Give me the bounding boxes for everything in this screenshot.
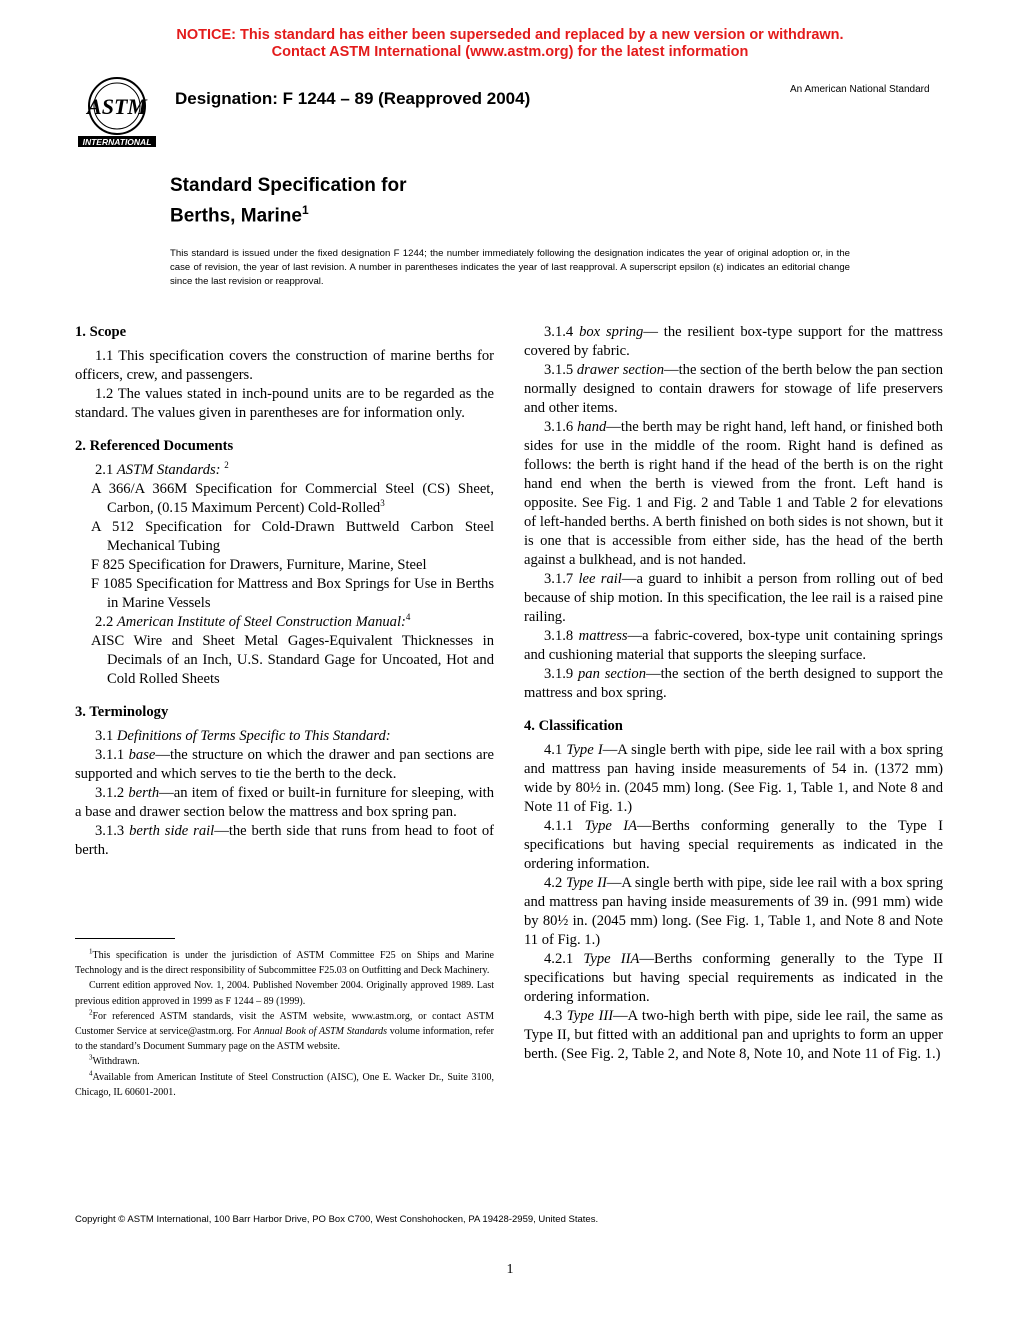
- title-footnote-ref: 1: [301, 203, 309, 217]
- definition-hand: 3.1.6 hand—the berth may be right hand, left hand, or finished both sides for use in the middle of the room. Right hand is defined as follows: the berth is right hand if the head of the berth is on the right hand end when the berth is viewed from the front. Left hand is opposite. See Fig. 1 and Fig. 2 and Table 1 and Table 2 for elevations of left-handed berths. A berth finished on both sides is not shown, but it is one that is accessible from either side, has the head of the berth against a bulkhead, and is not handed.: [524, 419, 943, 568]
- section-heading-referenced-documents: 2. Referenced Documents: [75, 438, 234, 454]
- footnote-1-edition: Current edition approved Nov. 1, 2004. Published November 2004. Originally approved 1989. Last previous edition approved in 1999 as F 1244 – 89 (1999).: [75, 980, 494, 1007]
- definition-lee-rail: 3.1.7 lee rail—a guard to inhibit a person from rolling out of bed because of ship motion. In this specification, the lee rail is a raised pine railing.: [524, 571, 944, 625]
- logo-text: ASTM: [87, 94, 147, 119]
- definition-drawer-section: 3.1.5 drawer section—the section of the berth below the pan section normally designed to contain drawers for stowage of life preservers and other items.: [524, 362, 943, 416]
- subsection-2-1: 2.1 ASTM Standards: $^2$: [95, 460, 229, 478]
- definition-base: 3.1.1 base—the structure on which the drawer and pan sections are supported and which serves to tie the berth to the deck.: [75, 747, 494, 782]
- classification-type-iia: 4.2.1 Type IIA—Berths conforming generally to the Type II specifications but having special requirements as indicated in the ordering information.: [524, 951, 943, 1005]
- footnote-3: $^3$Withdrawn.: [89, 1054, 140, 1068]
- designation: Designation: F 1244 – 89 (Reapproved 2004): [175, 89, 531, 108]
- astm-logo: [74, 76, 160, 150]
- notice-line1: NOTICE: This standard has either been superseded and replaced by a new version or withdrawn.: [176, 27, 844, 43]
- subsection-3-1: 3.1 Definitions of Terms Specific to This Standard:: [95, 728, 391, 744]
- reference-f825: F 825 Specification for Drawers, Furniture, Marine, Steel: [91, 557, 427, 573]
- right-column: [524, 323, 943, 1064]
- definition-box-spring: 3.1.4 box spring— the resilient box-type support for the mattress covered by fabric.: [524, 324, 943, 359]
- left-column: [75, 323, 494, 860]
- reference-a512: A 512 Specification for Cold-Drawn Buttweld Carbon Steel Mechanical Tubing: [91, 519, 494, 554]
- document-title: [170, 174, 406, 228]
- footnote-1: $^1$This specification is under the jurisdiction of ASTM Committee F25 on Ships and Marine Technology and is the direct responsibility of Subcommittee F25.03 on Outfitting and Deck Machinery.: [75, 947, 494, 977]
- classification-type-ii: 4.2 Type II—A single berth with pipe, side lee rail with a box spring and mattress pan having inside measurements of 39 in. (991 mm) wide by 80½ in. (2045 mm) long. (See Fig. 1, Table 1, and Note 8 and Note 11 of Fig. 1.): [524, 875, 944, 948]
- section-heading-terminology: 3. Terminology: [75, 704, 169, 720]
- notice-line2: Contact ASTM International (www.astm.org) for the latest information: [271, 44, 749, 60]
- copyright-notice: Copyright © ASTM International, 100 Barr Harbor Drive, PO Box C700, West Conshohocken, PA 19428-2959, United States.: [75, 1214, 599, 1225]
- logo-subtext: INTERNATIONAL: [82, 137, 152, 147]
- definition-pan-section: 3.1.9 pan section—the section of the berth designed to support the mattress and box spring.: [524, 666, 943, 701]
- classification-type-i: 4.1 Type I—A single berth with pipe, side lee rail with a box spring and mattress pan having inside measurements of 54 in. (1372 mm) wide by 80½ in. (2045 mm) long. (See Fig. 1, Table 1, and Note 8 and Note 11 of Fig. 1.): [524, 742, 944, 815]
- section-heading-scope: 1. Scope: [75, 324, 127, 340]
- national-standard-label: An American National Standard: [790, 84, 930, 95]
- astm-logo-icon: [74, 76, 160, 150]
- reference-a366: A 366/A 366M Specification for Commercial Steel (CS) Sheet, Carbon, (0.15 Maximum Percent) Cold-Rolled$^3$: [91, 481, 494, 516]
- reference-aisc: AISC Wire and Sheet Metal Gages-Equivalent Thicknesses in Decimals of an Inch, U.S. Standard Gage for Uncoated, Hot and Cold Rolled Sheets: [91, 633, 494, 687]
- issuance-note: This standard is issued under the fixed designation F 1244; the number immediately following the designation indicates the year of original adoption or, in the case of revision, the year of last revision. A number in parentheses indicates the year of last reapproval. A superscript epsilon (ε) indicates an editorial change since the last revision or reapproval.: [170, 248, 850, 287]
- reference-f1085: F 1085 Specification for Mattress and Box Springs for Use in Berths in Marine Vessels: [91, 576, 494, 611]
- paragraph-1-1: 1.1 This specification covers the construction of marine berths for officers, crew, and passengers.: [75, 348, 494, 383]
- section-heading-classification: 4. Classification: [524, 718, 623, 734]
- definition-berth-side-rail: 3.1.3 berth side rail—the berth side that runs from head to foot of berth.: [75, 823, 494, 858]
- classification-type-ia: 4.1.1 Type IA—Berths conforming generally to the Type I specifications but having special requirements as indicated in the ordering information.: [524, 818, 943, 872]
- classification-type-iii: 4.3 Type III—A two-high berth with pipe, side lee rail, the same as Type II, but fitted with an additional pan and uprights to form an upper berth. (See Fig. 2, Table 2, and Note 8, Note 10, and Note 11 of Fig. 1.): [524, 1008, 944, 1062]
- definition-berth: 3.1.2 berth—an item of fixed or built-in furniture for sleeping, with a base and drawer section below the mattress and box spring pan.: [75, 785, 494, 820]
- subsection-2-2: 2.2 American Institute of Steel Construction Manual:$^4$: [95, 612, 411, 630]
- title-line2: Berths, Marine: [170, 205, 302, 227]
- notice-banner: [0, 27, 1020, 61]
- paragraph-1-2: 1.2 The values stated in inch-pound units are to be regarded as the standard. The values given in parentheses are for information only.: [75, 386, 494, 421]
- footnote-4: $^4$Available from American Institute of Steel Construction (AISC), One E. Wacker Dr., Suite 3100, Chicago, IL 60601-2001.: [75, 1069, 494, 1098]
- definition-mattress: 3.1.8 mattress—a fabric-covered, box-type unit containing springs and cushioning material that supports the sleeping surface.: [524, 628, 943, 663]
- page-number: 1: [506, 1262, 514, 1277]
- footnote-2: $^2$For referenced ASTM standards, visit the ASTM website, www.astm.org, or contact ASTM Customer Service at service@astm.org. For Annual Book of ASTM Standards volume information, refer to the standard’s Document Summary page on the ASTM website.: [75, 1008, 494, 1053]
- footnotes: [75, 948, 494, 1100]
- footnote-divider: [75, 938, 175, 939]
- title-line1: Standard Specification for: [170, 175, 407, 196]
